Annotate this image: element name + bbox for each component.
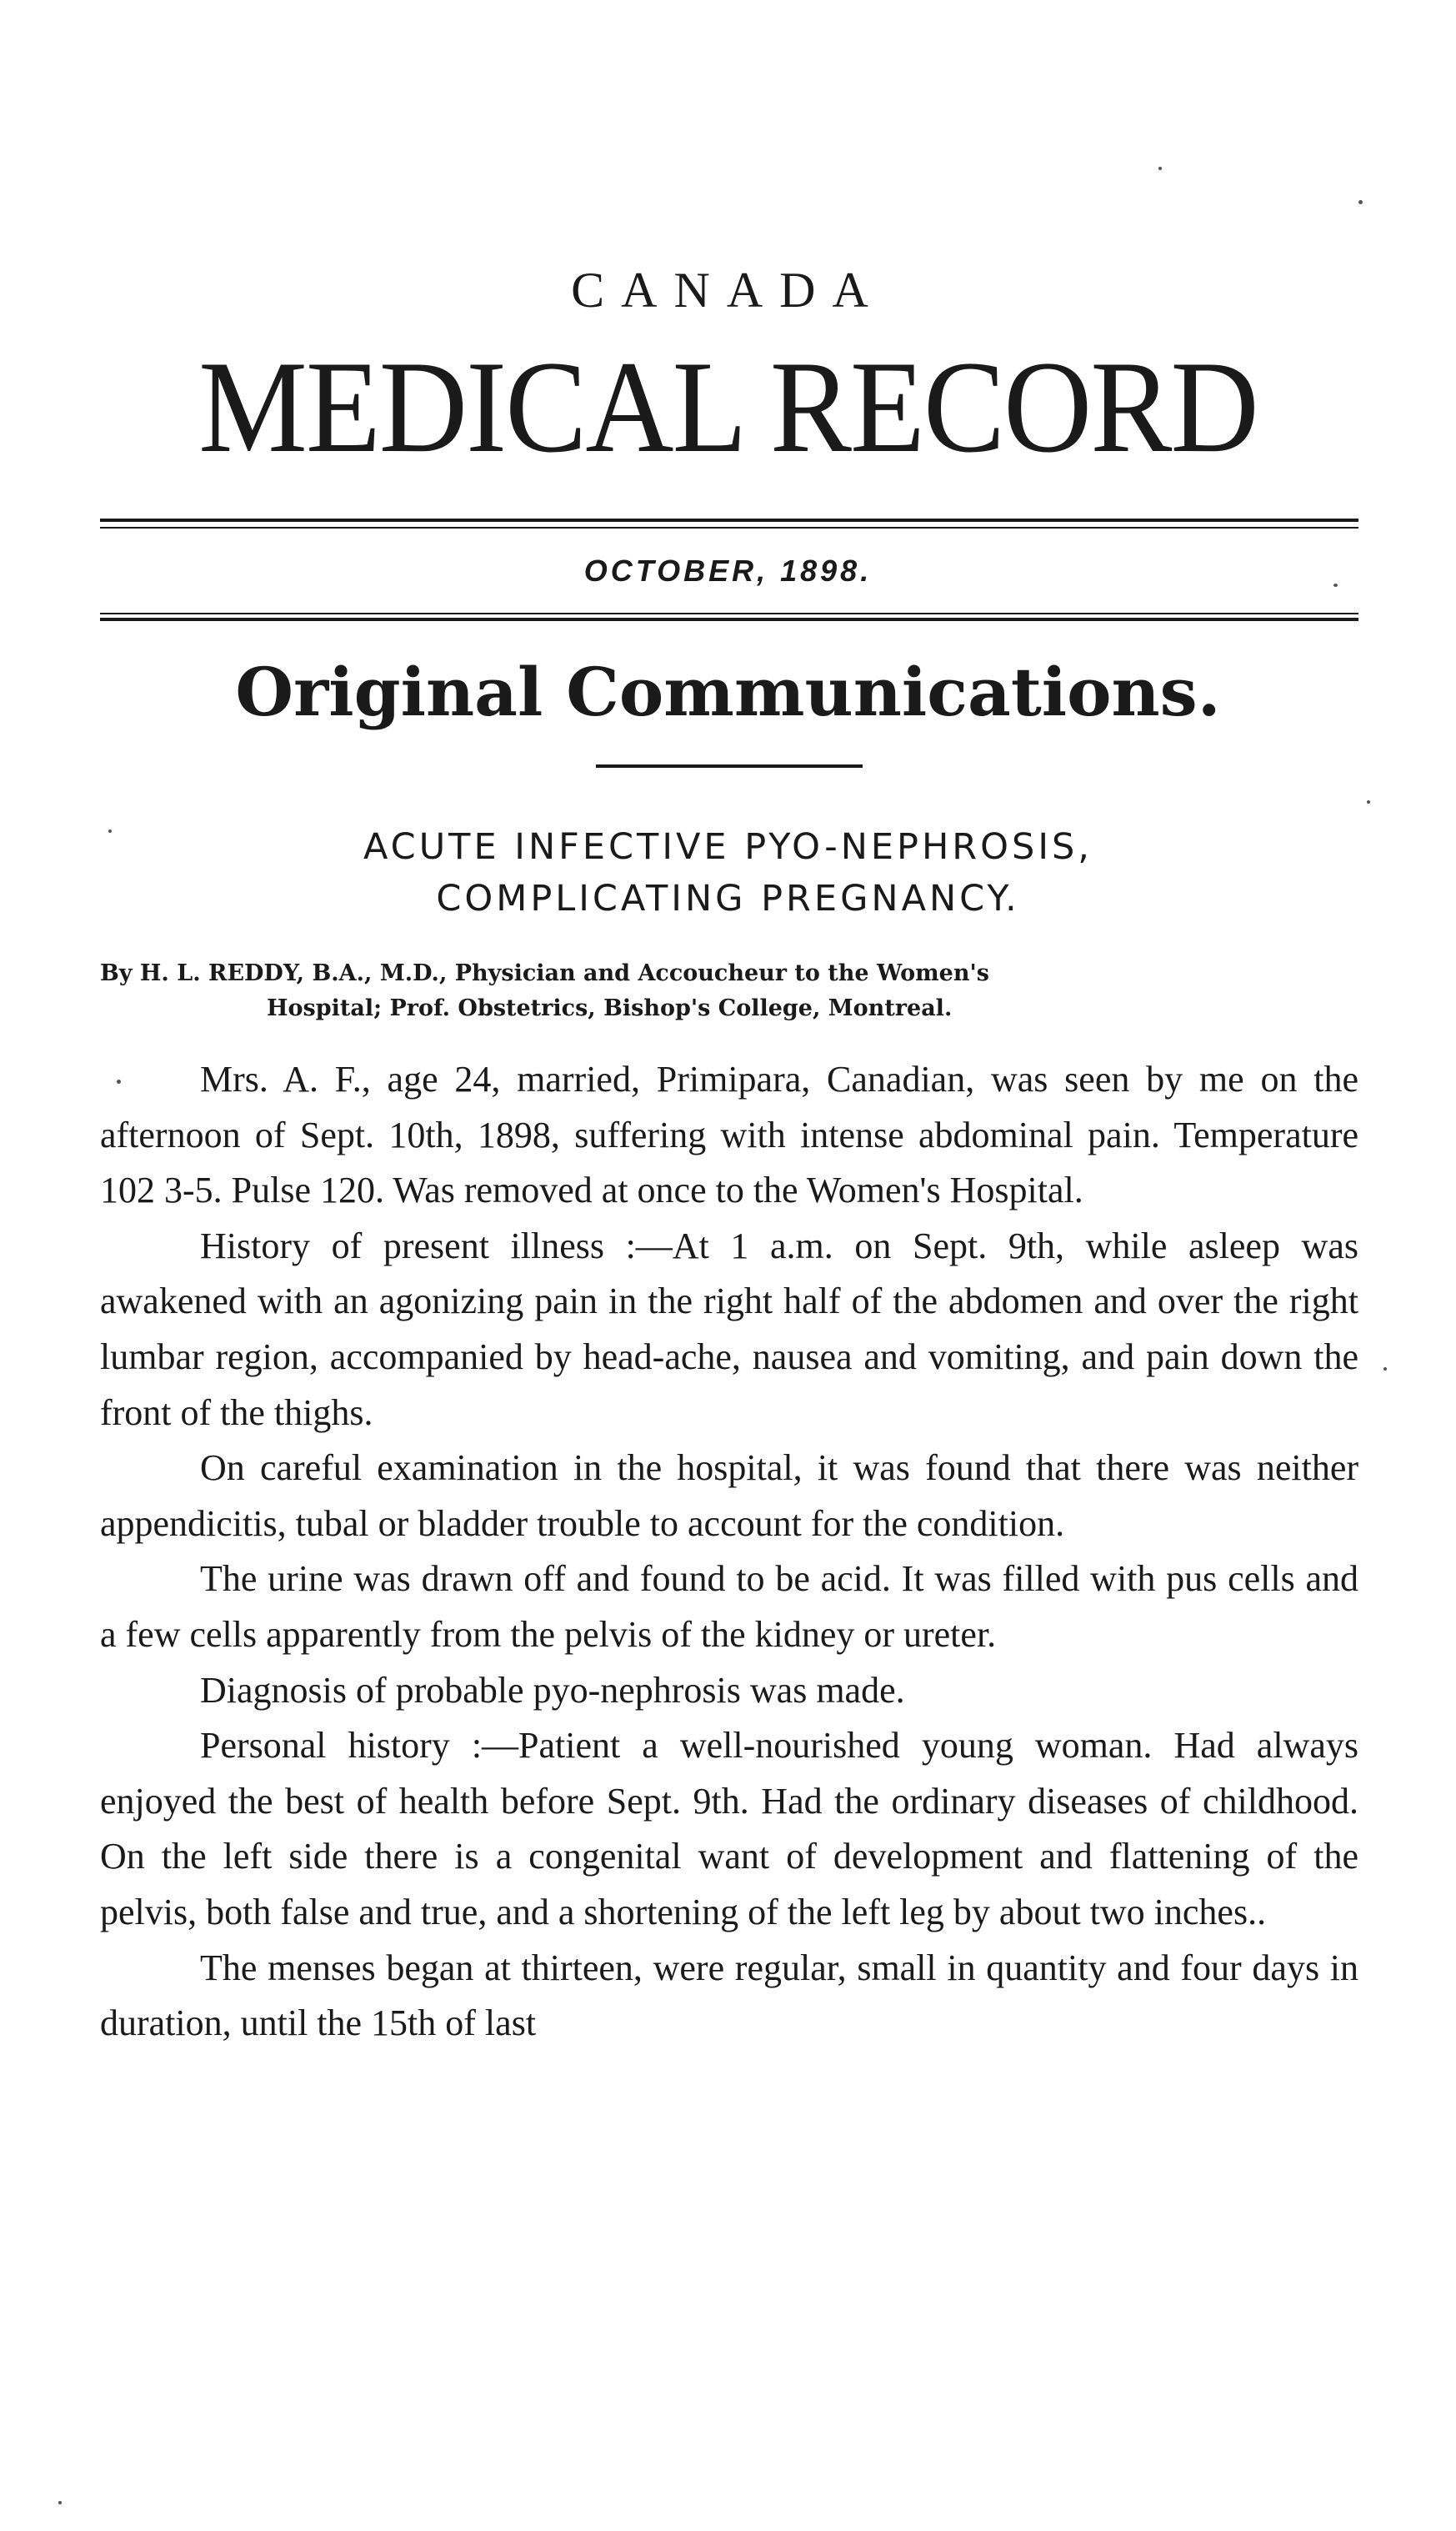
scan-speck — [117, 1080, 121, 1084]
paragraph: On careful examination in the hospital, it was found that there was neither appendicitis, tubal or bladder trouble to account for the condition. — [100, 1447, 1358, 1544]
article-byline — [100, 956, 1367, 1026]
masthead-title: MEDICAL RECORD — [198, 334, 1258, 480]
section-heading: Original Communications. — [235, 653, 1221, 731]
article-body — [100, 1052, 1358, 2052]
paragraph: History of present illness :—At 1 a.m. on Sept. 9th, while asleep was awakened with an agonizing pain in the right half of the abdomen and over the right lumbar region, accompanied by head-ache, nausea and vomiting, and pain down the front of the thighs. — [100, 1225, 1358, 1433]
byline-line-1: By H. L. REDDY, B.A., M.D., Physician and Accoucheur to the Women's — [100, 960, 989, 986]
scan-speck — [1158, 167, 1162, 170]
scan-speck — [1333, 584, 1338, 587]
paragraph: Personal history :—Patient a well-nourished young woman. Had always enjoyed the best of health before Sept. 9th. Had the ordinary diseases of childhood. On the left side there is a congenital want of development and flattening of the pelvis, both false and true, and a shortening of the left leg by about two inches.. — [100, 1725, 1358, 1932]
date-rule-thick — [100, 618, 1358, 621]
paragraph: The menses began at thirteen, were regular, small in quantity and four days in duration, until the 15th of last — [100, 1947, 1358, 2044]
article-title-line-2: COMPLICATING PREGNANCY. — [436, 878, 1020, 920]
masthead-rule-thin — [100, 527, 1358, 529]
paragraph: Diagnosis of probable pyo-nephrosis was made. — [200, 1669, 905, 1711]
scan-speck — [108, 829, 112, 833]
issue-date: OCTOBER, 1898. — [583, 554, 873, 588]
paragraph: Mrs. A. F., age 24, married, Primipara, Canadian, was seen by me on the afternoon of Sept. 10th, 1898, suffering with intense abdominal pain. Temperature 102 3-5. Pulse 120. Was removed at once to the Women's Hospital. — [100, 1059, 1358, 1211]
byline-line-2: Hospital; Prof. Obstetrics, Bishop's College, Montreal. — [267, 995, 953, 1021]
heading-divider — [596, 764, 863, 768]
date-rule-thin — [100, 613, 1358, 614]
paragraph: The urine was drawn off and found to be acid. It was filled with pus cells and a few cells apparently from the pelvis of the kidney or ureter. — [100, 1558, 1358, 1655]
article-title — [0, 821, 1456, 925]
scan-speck — [1367, 800, 1370, 804]
masthead-rule-thick — [100, 519, 1358, 522]
masthead-canada: CANADA — [571, 263, 885, 318]
article-title-line-1: ACUTE INFECTIVE PYO-NEPHROSIS, — [363, 826, 1093, 868]
scan-speck — [58, 2501, 62, 2504]
scan-speck — [1383, 1367, 1387, 1371]
scan-speck — [1358, 200, 1363, 204]
